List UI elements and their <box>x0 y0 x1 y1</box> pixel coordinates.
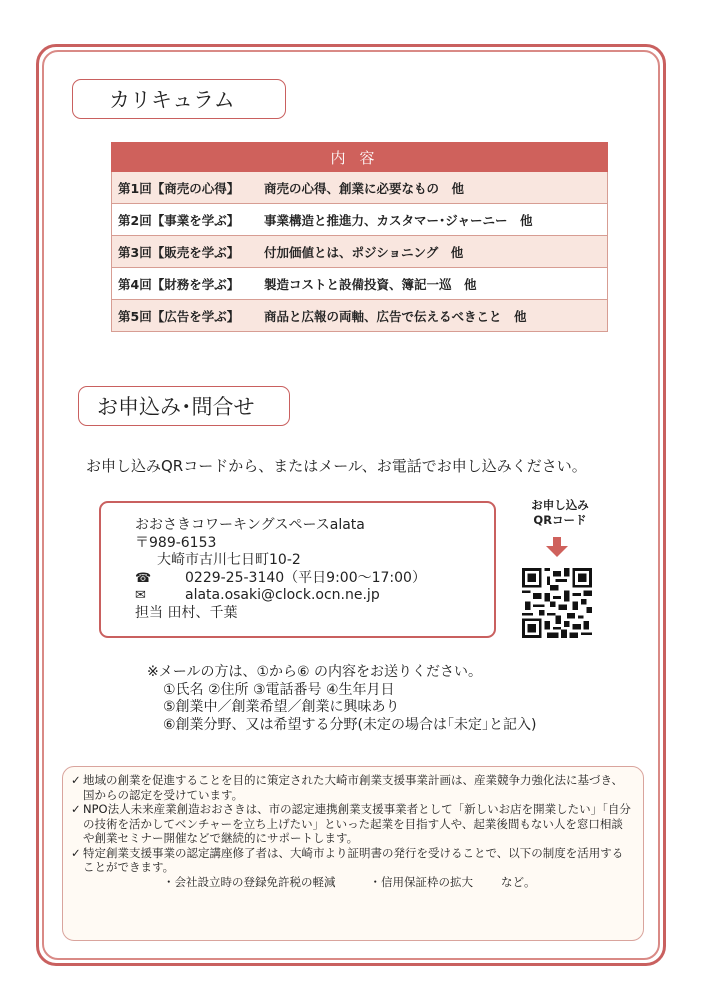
contact-box <box>99 501 496 638</box>
benefit: ・信用保証枠の拡大 <box>369 874 473 889</box>
benefits-line <box>71 875 631 890</box>
qr-label-line1: お申し込み <box>531 498 589 512</box>
check-icon: ✓ <box>71 773 81 787</box>
check-icon: ✓ <box>71 802 81 816</box>
curriculum-table <box>111 142 608 332</box>
contact-postal: 〒989-6153 <box>135 534 217 551</box>
session-label: 第1回【商売の心得】 <box>118 180 240 196</box>
contact-name: おおさきコワーキングスペースalata <box>135 517 365 533</box>
session-label: 第2回【事業を学ぶ】 <box>118 212 240 228</box>
email-instructions <box>147 664 627 734</box>
info-box <box>62 766 644 941</box>
email-item: ⑥創業分野、又は希望する分野(未定の場合は｢未定｣と記入) <box>163 716 537 733</box>
table-row <box>111 172 608 204</box>
qr-label-line2: QRコード <box>533 513 587 527</box>
contact-address: 大崎市古川七日町10-2 <box>157 552 301 568</box>
info-item: 地域の創業を促進することを目的に策定された大崎市創業支援事業計画は、産業競争力強化法に基づき、国からの認定を受けています。 <box>83 773 624 802</box>
info-item: NPO法人未来産業創造おおさきは、市の認定連携創業支援事業者として「新しいお店を開業したい」「自分の技術を活かしてベンチャーを立ち上げたい」といった起業を目指す人や、起業後間もない人を窓口相談や創業セミナー開催などで継続的にサポートします。 <box>83 802 631 845</box>
table-row <box>111 268 608 300</box>
table-row <box>111 236 608 268</box>
email-note: ※メールの方は、①から⑥ の内容をお送りください。 <box>147 664 483 680</box>
session-content: 商品と広報の両軸、広告で伝えるべきこと 他 <box>264 308 527 324</box>
session-label: 第5回【広告を学ぶ】 <box>118 308 240 324</box>
down-arrow-icon <box>546 537 568 557</box>
session-label: 第3回【販売を学ぶ】 <box>118 244 240 260</box>
qr-label <box>521 498 599 528</box>
contact-email[interactable]: alata.osaki@clock.ocn.ne.jp <box>185 587 380 603</box>
session-content: 事業構造と推進力、カスタマー･ジャーニー 他 <box>264 212 533 228</box>
qr-code[interactable] <box>522 568 592 638</box>
contact-staff: 担当 田村、千葉 <box>135 604 238 621</box>
session-content: 商売の心得、創業に必要なもの 他 <box>264 180 465 196</box>
session-label: 第4回【財務を学ぶ】 <box>118 276 240 292</box>
application-intro: お申し込みQRコードから、またはメール、お電話でお申し込みください。 <box>86 457 587 475</box>
contact-phone[interactable]: 0229-25-3140（平日9:00～17:00） <box>185 569 426 586</box>
info-item: 特定創業支援事業の認定講座修了者は、大崎市より証明書の発行を受けることで、以下の制度を活用することができます。 <box>83 845 624 874</box>
phone-icon: ☎ <box>135 570 152 586</box>
session-content: 付加価値とは、ポジショニング 他 <box>264 244 464 260</box>
email-item: ⑤創業中／創業希望／創業に興味あり <box>163 699 400 715</box>
table-row <box>111 300 608 332</box>
curriculum-heading: カリキュラム <box>72 79 286 119</box>
session-content: 製造コストと設備投資、簿記一巡 他 <box>264 276 477 292</box>
benefit-suffix: など。 <box>501 874 536 889</box>
curriculum-table-header: 内容 <box>111 142 608 172</box>
application-heading: お申込み･問合せ <box>78 386 290 426</box>
email-item: ①氏名 ②住所 ③電話番号 ④生年月日 <box>163 681 395 698</box>
table-row <box>111 204 608 236</box>
benefit: ・会社設立時の登録免許税の軽減 <box>163 874 336 889</box>
check-icon: ✓ <box>71 845 81 860</box>
mail-icon: ✉ <box>135 588 146 603</box>
